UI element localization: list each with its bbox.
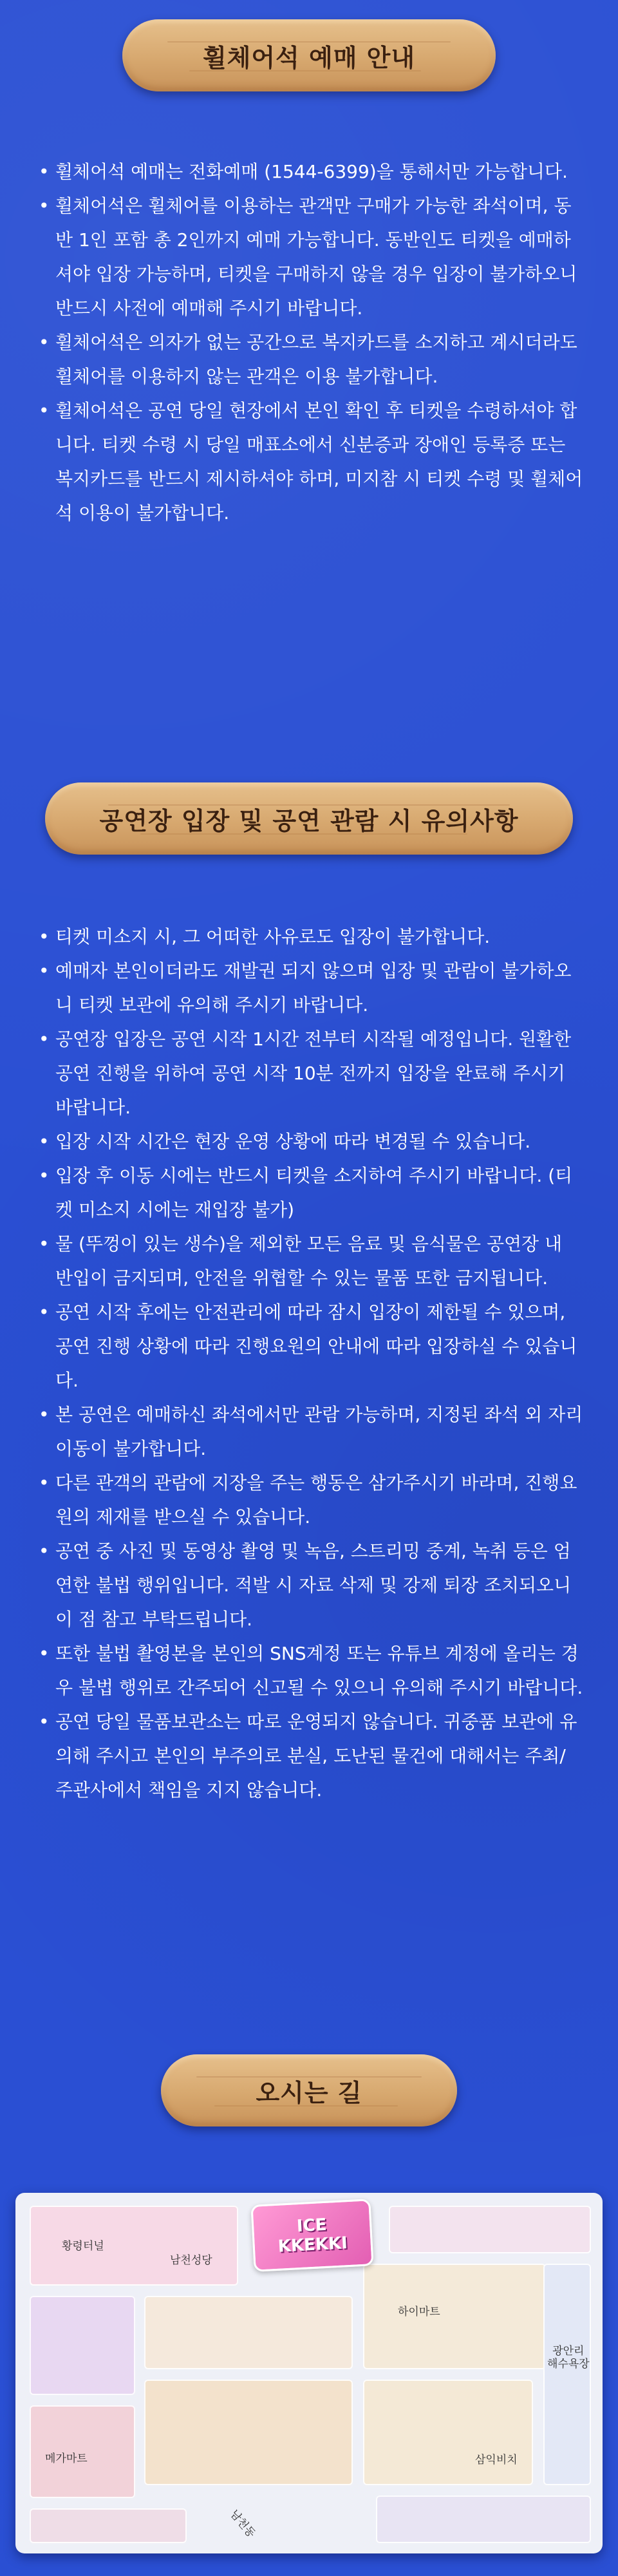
map-block <box>144 2296 353 2369</box>
map-block <box>144 2380 353 2485</box>
wheelchair-title-stick <box>122 19 496 91</box>
map-label-namcheon-station: 남천동 <box>227 2507 258 2541</box>
entry-title-stick <box>45 782 573 855</box>
entry-note: • 물 (뚜껑이 있는 생수)을 제외한 모든 음료 및 음식물은 공연장 내 반입이 금지되며, 안전을 위협할 수 있는 물품 또한 금지됩니다. <box>36 1227 583 1295</box>
map-label-tunnel: 황령터널 <box>62 2240 104 2253</box>
map-label-namcheon-sungdang: 남천성당 <box>170 2254 212 2267</box>
wheelchair-section-title: 휠체어석 예매 안내 <box>202 43 416 72</box>
map-block <box>363 2380 533 2485</box>
map-label-gwangalli: 광안리 해수욕장 <box>547 2345 590 2371</box>
entry-note: • 공연 중 사진 및 동영상 촬영 및 녹음, 스트리밍 중계, 녹취 등은 엄연한 불법 행위입니다. 적발 시 자료 삭제 및 강제 퇴장 조치되오니 이 점 참고 부탁드립니다. <box>36 1534 583 1636</box>
entry-note: • 다른 관객의 관람에 지장을 주는 행동은 삼가주시기 바라며, 진행요원의 제재를 받으실 수 있습니다. <box>36 1466 583 1534</box>
entry-note: • 예매자 본인이더라도 재발권 되지 않으며 입장 및 관람이 불가하오니 티켓 보관에 유의해 주시기 바랍니다. <box>36 954 583 1022</box>
map-block <box>543 2264 591 2485</box>
wheelchair-notes <box>36 155 583 530</box>
ice-kkekki-logo <box>250 2199 373 2272</box>
entry-note: • 공연장 입장은 공연 시작 1시간 전부터 시작될 예정입니다. 원활한 공연 진행을 위하여 공연 시작 10분 전까지 입장을 완료해 주시기 바랍니다. <box>36 1022 583 1124</box>
map-block <box>30 2508 187 2543</box>
map-block <box>30 2296 135 2395</box>
entry-note: • 티켓 미소지 시, 그 어떠한 사유로도 입장이 불가합니다. <box>36 920 583 954</box>
map-block <box>30 2206 238 2286</box>
wheelchair-note: • 휠체어석은 의자가 없는 공간으로 복지카드를 소지하고 계시더라도 휠체어를 이용하지 않는 관객은 이용 불가합니다. <box>36 325 583 393</box>
entry-section-title: 공연장 입장 및 공연 관람 시 유의사항 <box>99 806 519 835</box>
logo-line-1: ICE <box>296 2215 328 2237</box>
entry-note: • 입장 시작 시간은 현장 운영 상황에 따라 변경될 수 있습니다. <box>36 1124 583 1159</box>
entry-note: • 공연 시작 후에는 안전관리에 따라 잠시 입장이 제한될 수 있으며, 공연 진행 상황에 따라 진행요원의 안내에 따라 입장하실 수 있습니다. <box>36 1295 583 1397</box>
entry-note: • 공연 당일 물품보관소는 따로 운영되지 않습니다. 귀중품 보관에 유의해 주시고 본인의 부주의로 분실, 도난된 물건에 대해서는 주최/ 주관사에서 책임을 지지 않습니다. <box>36 1705 583 1807</box>
directions-section-title: 오시는 길 <box>256 2078 362 2107</box>
logo-line-2: KKEKKI <box>277 2233 348 2257</box>
directions-title-stick <box>161 2054 457 2126</box>
map-block <box>389 2206 591 2253</box>
entry-notes <box>36 920 583 1807</box>
wheelchair-note: • 휠체어석은 공연 당일 현장에서 본인 확인 후 티켓을 수령하셔야 합니다. 티켓 수령 시 당일 매표소에서 신분증과 장애인 등록증 또는 복지카드를 반드시 제시하셔야 하며, 미지참 시 티켓 수령 및 휠체어석 이용이 불가합니다. <box>36 393 583 530</box>
entry-note: • 또한 불법 촬영본을 본인의 SNS계정 또는 유튜브 계정에 올리는 경우 불법 행위로 간주되어 신고될 수 있으니 유의해 주시기 바랍니다. <box>36 1636 583 1705</box>
wheelchair-note: • 휠체어석은 휠체어를 이용하는 관객만 구매가 가능한 좌석이며, 동반 1인 포함 총 2인까지 예매 가능합니다. 동반인도 티켓을 예매하셔야 입장 가능하며, 티켓을 구매하지 않을 경우 입장이 불가하오니 반드시 사전에 예매해 주시기 바랍니다. <box>36 189 583 325</box>
map-label-samik: 삼익비치 <box>475 2454 518 2467</box>
entry-note: • 본 공연은 예매하신 좌석에서만 관람 가능하며, 지정된 좌석 외 자리 이동이 불가합니다. <box>36 1397 583 1466</box>
wheelchair-note: • 휠체어석 예매는 전화예매 (1544-6399)을 통해서만 가능합니다. <box>36 155 583 189</box>
entry-note: • 입장 후 이동 시에는 반드시 티켓을 소지하여 주시기 바랍니다. (티켓 미소지 시에는 재입장 불가) <box>36 1159 583 1227</box>
map-block <box>376 2496 591 2543</box>
map-label-megamart: 메가마트 <box>45 2452 88 2465</box>
location-map <box>15 2193 603 2553</box>
map-block <box>363 2264 546 2369</box>
map-label-homeplus: 하이마트 <box>398 2306 440 2318</box>
